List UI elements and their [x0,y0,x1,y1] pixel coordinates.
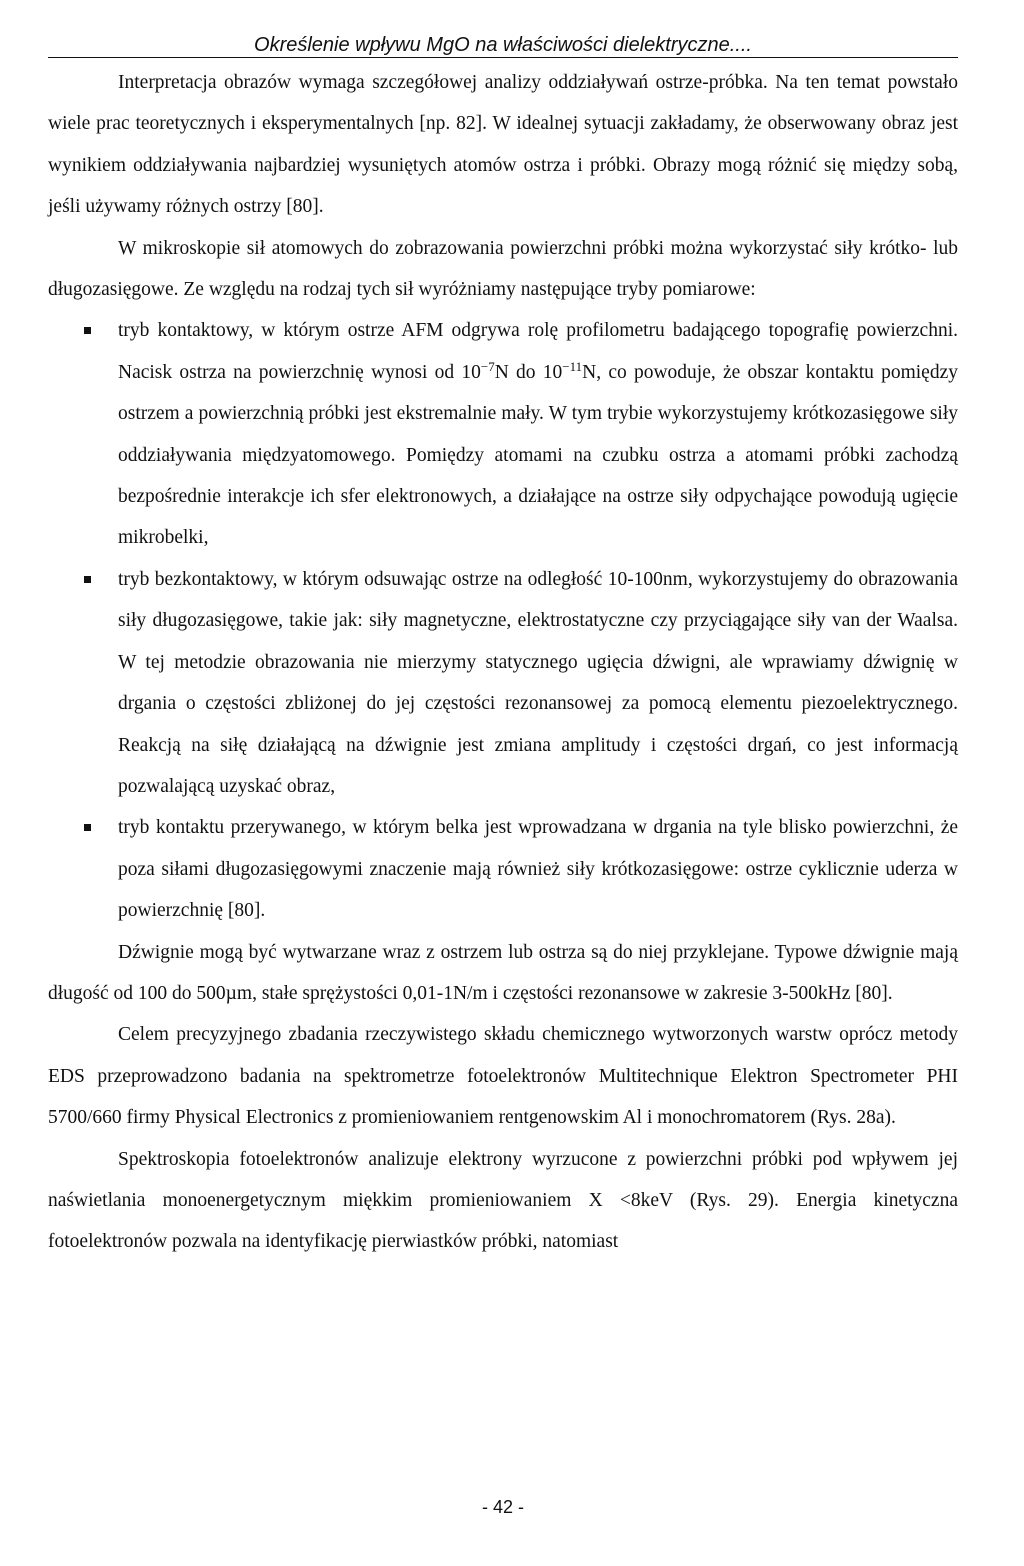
measurement-modes-list [48,310,958,931]
square-bullet-icon [84,576,91,583]
paragraph-1: Interpretacja obrazów wymaga szczegółowej analizy oddziaływań ostrze-próbka. Na ten temat powstało wiele prac teoretycznych i eksperymentalnych [np. 82]. W idealnej sytuacji zakładamy, że obserwowany obraz jest wynikiem oddziaływania najbardziej wysuniętych atomów ostrza i próbki. Obrazy mogą różnić się między sobą, jeśli używamy różnych ostrzy [80]. [48,72,958,218]
exponent-1: −7 [480,358,495,374]
page-body [48,62,958,1263]
paragraph-5: Spektroskopia fotoelektronów analizuje elektrony wyrzucone z powierzchni próbki pod wpływem jej naświetlania monoenergetycznym miękkim promieniowaniem X <8keV (Rys. 29). Energia kinetyczna fotoelektronów pozwala na identyfikację pierwiastków próbki, natomiast [48,1148,958,1253]
list-item-1-text-a: tryb kontaktowy, w którym ostrze AFM odgrywa rolę profilometru badającego topografię powierzchni. Nacisk ostrza na powierzchnię wynosi od 10 [118,320,958,383]
square-bullet-icon [84,327,91,334]
paragraph-4: Celem precyzyjnego zbadania rzeczywistego składu chemicznego wytworzonych warstw oprócz metody EDS przeprowadzono badania na spektrometrze fotoelektronów Multitechnique Elektron Spectrometer PHI 5700/660 firmy Physical Electronics z promieniowaniem rentgenowskim Al i monochromatorem (Rys. 28a). [48,1024,958,1129]
list-item-contact-mode [48,310,958,558]
list-item-1-text-b: N do 10 [494,361,563,383]
list-item-1-text-c: N, co powoduje, że obszar kontaktu pomiędzy ostrzem a powierzchnią próbki jest ekstremalnie mały. W tym trybie wykorzystujemy krótkozasięgowe siły oddziaływania międzyatomowego. Pomiędzy atomami na czubku ostrza a atomami próbki zachodzą bezpośrednie interakcje ich sfer elektronowych, a działające na ostrze siły odpychające powodują ugięcie mikrobelki, [118,361,958,549]
list-item-2-text: tryb bezkontaktowy, w którym odsuwając ostrze na odległość 10-100nm, wykorzystujemy do obrazowania siły długozasięgowe, takie jak: siły magnetyczne, elektrostatyczne czy przyciągające siły van der Waalsa. W tej metodzie obrazowania nie mierzymy statycznego ugięcia dźwigni, ale wprawiamy dźwignię w drgania o częstości zbliżonej do jej częstości rezonansowej za pomocą elementu piezoelektrycznego. Reakcją na siłę działającą na dźwignie jest zmiana amplitudy i częstości drgań, co jest informacją pozwalającą uzyskać obraz, [118,568,958,797]
list-item-noncontact-mode [48,559,958,807]
header-rule [48,57,958,58]
paragraph-3: Dźwignie mogą być wytwarzane wraz z ostrzem lub ostrza są do niej przyklejane. Typowe dźwignie mają długość od 100 do 500µm, stałe sprężystości 0,01-1N/m i częstości rezonansowe w zakresie 3-500kHz [80]. [48,941,958,1004]
page-number: - 42 - [481,1497,524,1517]
running-header: Określenie wpływu MgO na właściwości dielektryczne.... [254,34,752,56]
paragraph-2: W mikroskopie sił atomowych do zobrazowania powierzchni próbki można wykorzystać siły krótko- lub długozasięgowe. Ze względu na rodzaj tych sił wyróżniamy następujące tryby pomiarowe: [48,237,958,301]
list-item-tapping-mode [48,807,958,931]
square-bullet-icon [84,824,91,831]
list-item-3-text: tryb kontaktu przerywanego, w którym belka jest wprowadzana w drgania na tyle blisko powierzchni, że poza siłami długozasięgowymi znaczenie mają również siły krótkozasięgowe: ostrze cyklicznie uderza w powierzchnię [80]. [118,817,958,922]
exponent-2: −11 [562,358,583,374]
